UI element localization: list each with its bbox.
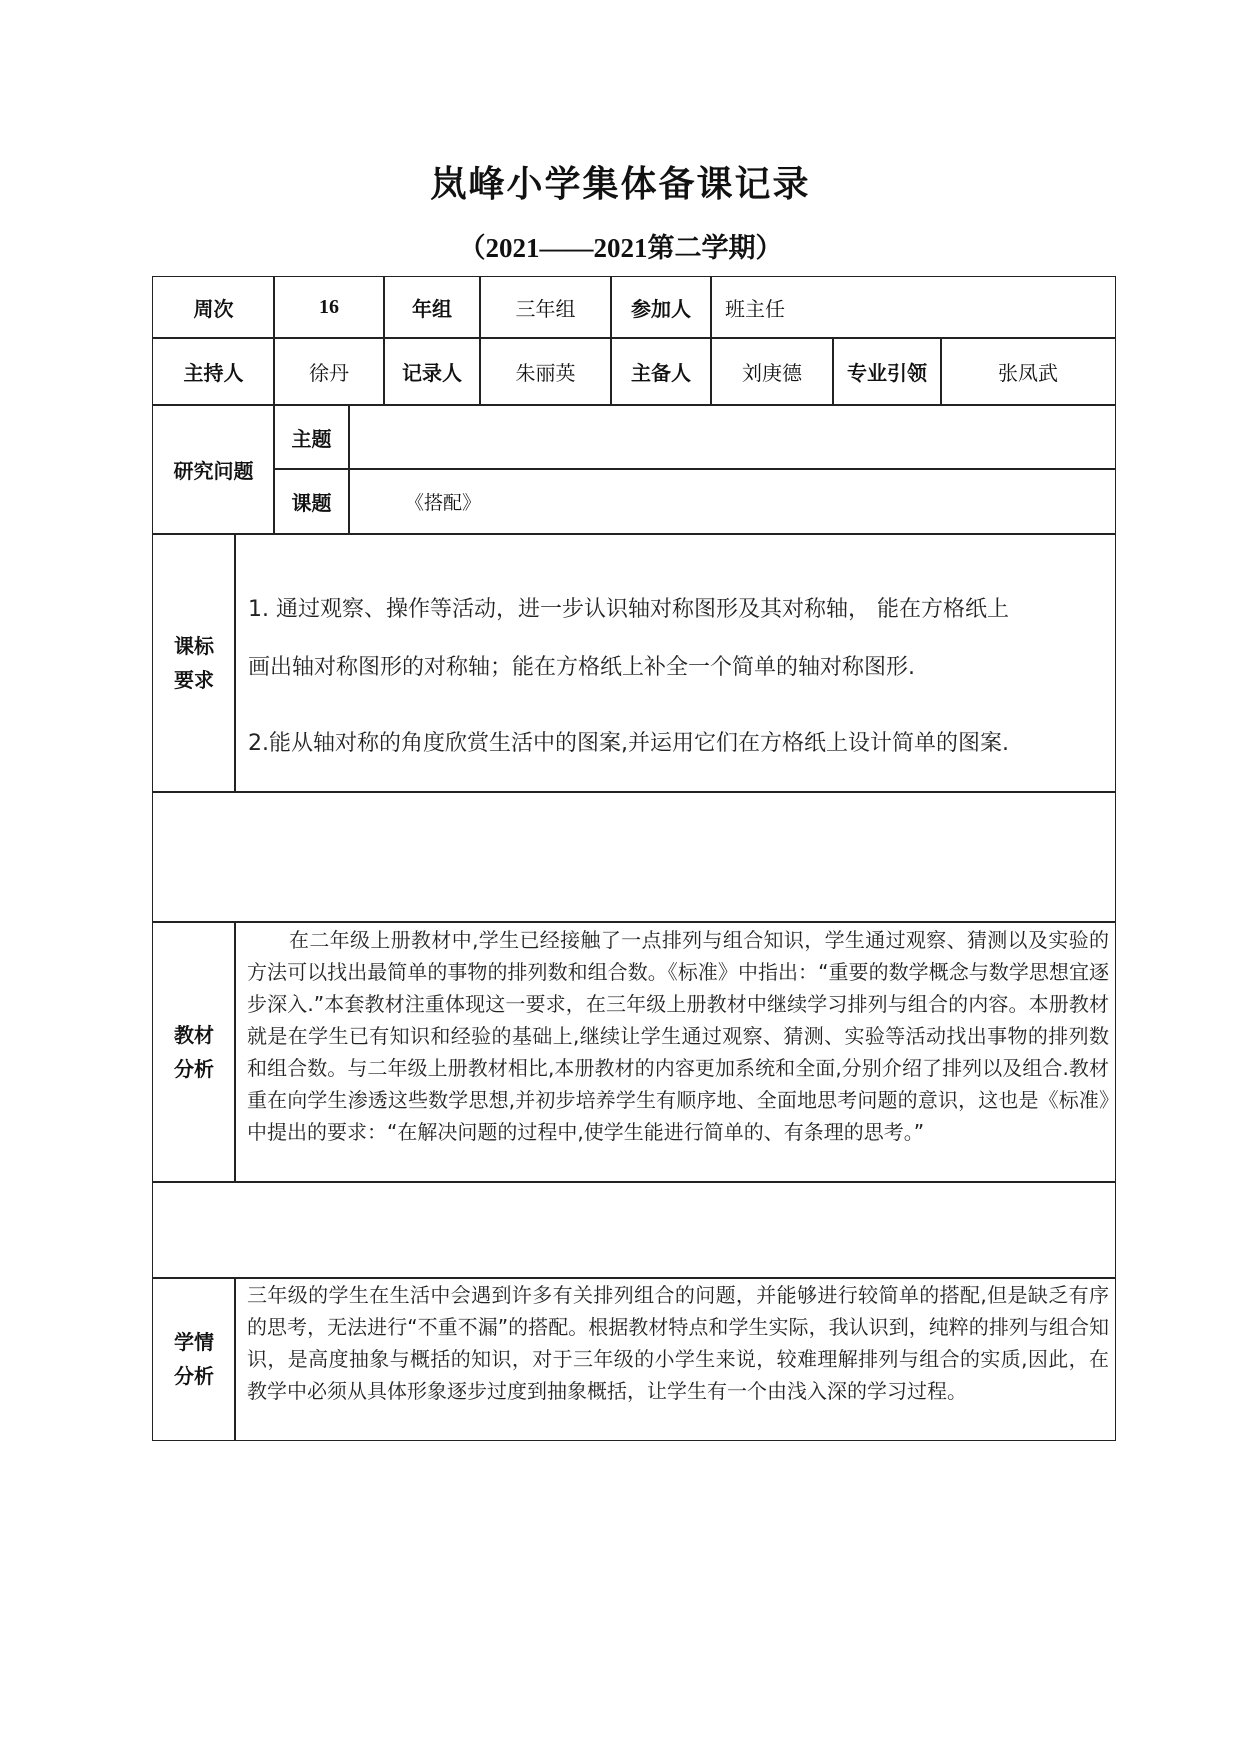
standards-line-2: 画出轴对称图形的对称轴；能在方格纸上补全一个简单的轴对称图形. xyxy=(248,655,915,680)
standards-label-line2: 要求 xyxy=(174,668,214,692)
students-text: 三年级的学生在生活中会遇到许多有关排列组合的问题，并能够进行较简单的搭配,但是缺乏有序的思考，无法进行“不重不漏”的搭配。根据教材特点和学生实际，我认识到，纯粹的排列与组合知识，是高度抽象与概括的知识，对于三年级的小学生来说，较难理解排列与组合的实质,因此，在教学中必须从具体形象逐步过度到抽象概括，让学生有一个由浅入深的学习过程。 xyxy=(247,1283,1109,1403)
lead-value: 张凤武 xyxy=(940,337,1116,406)
standards-line-3: 2.能从轴对称的角度欣赏生活中的图案,并运用它们在方格纸上设计简单的图案. xyxy=(248,731,1009,756)
participants-value: 班主任 xyxy=(710,276,1116,339)
blank-row-1 xyxy=(152,791,1116,923)
topic-label: 主题 xyxy=(273,404,350,470)
students-label-line1: 学情 xyxy=(174,1330,214,1354)
material-label-line1: 教材 xyxy=(174,1023,214,1047)
grade-value: 三年组 xyxy=(479,276,612,339)
standards-label-line1: 课标 xyxy=(174,634,214,658)
grade-label: 年组 xyxy=(383,276,481,339)
students-label-line2: 分析 xyxy=(174,1364,214,1388)
recorder-value: 朱丽英 xyxy=(479,337,612,406)
host-label: 主持人 xyxy=(152,337,275,406)
topic-value xyxy=(348,404,1116,470)
subtitle-open: （ xyxy=(458,233,486,264)
host-value: 徐丹 xyxy=(273,337,385,406)
standards-label xyxy=(152,533,236,793)
lead-label: 专业引领 xyxy=(832,337,942,406)
page-subtitle xyxy=(0,226,1241,265)
lesson-label: 课题 xyxy=(273,468,350,535)
material-label-line2: 分析 xyxy=(174,1057,214,1081)
material-text: 在二年级上册教材中,学生已经接触了一点排列与组合知识，学生通过观察、猜测以及实验的方法可以找出最简单的事物的排列数和组合数。《标准》中指出：“重要的数学概念与数学思想宜逐步深入.”本套教材注重体现这一要求，在三年级上册教材中继续学习排列与组合的内容。本册教材就是在学生已有知识和经验的基础上,继续让学生通过观察、猜测、实验等活动找出事物的排列数和组合数。与二年级上册教材相比,本册教材的内容更加系统和全面,分别介绍了排列以及组合.教材重在向学生渗透这些数学思想,并初步培养学生有顺序地、全面地思考问题的意识，这也是《标准》中提出的要求：“在解决问题的过程中,使学生能进行简单的、有条理的思考。” xyxy=(247,928,1109,1144)
material-label xyxy=(152,921,236,1183)
page-title: 岚峰小学集体备课记录 xyxy=(430,164,811,205)
recorder-label: 记录人 xyxy=(383,337,481,406)
preparer-value: 刘庚德 xyxy=(710,337,834,406)
research-label: 研究问题 xyxy=(152,404,275,535)
subtitle-term: 第二学期） xyxy=(647,233,783,264)
standards-content xyxy=(248,581,1110,773)
lesson-value: 《搭配》 xyxy=(348,468,1116,535)
participants-label: 参加人 xyxy=(610,276,712,339)
standards-line-1: 1. 通过观察、操作等活动，进一步认识轴对称图形及其对称轴， 能在方格纸上 xyxy=(248,597,1009,622)
preparer-label: 主备人 xyxy=(610,337,712,406)
week-label: 周次 xyxy=(152,276,275,339)
week-value: 16 xyxy=(273,276,385,339)
blank-row-2 xyxy=(152,1181,1116,1279)
subtitle-years: 2021——2021 xyxy=(485,233,648,263)
students-label xyxy=(152,1277,236,1441)
